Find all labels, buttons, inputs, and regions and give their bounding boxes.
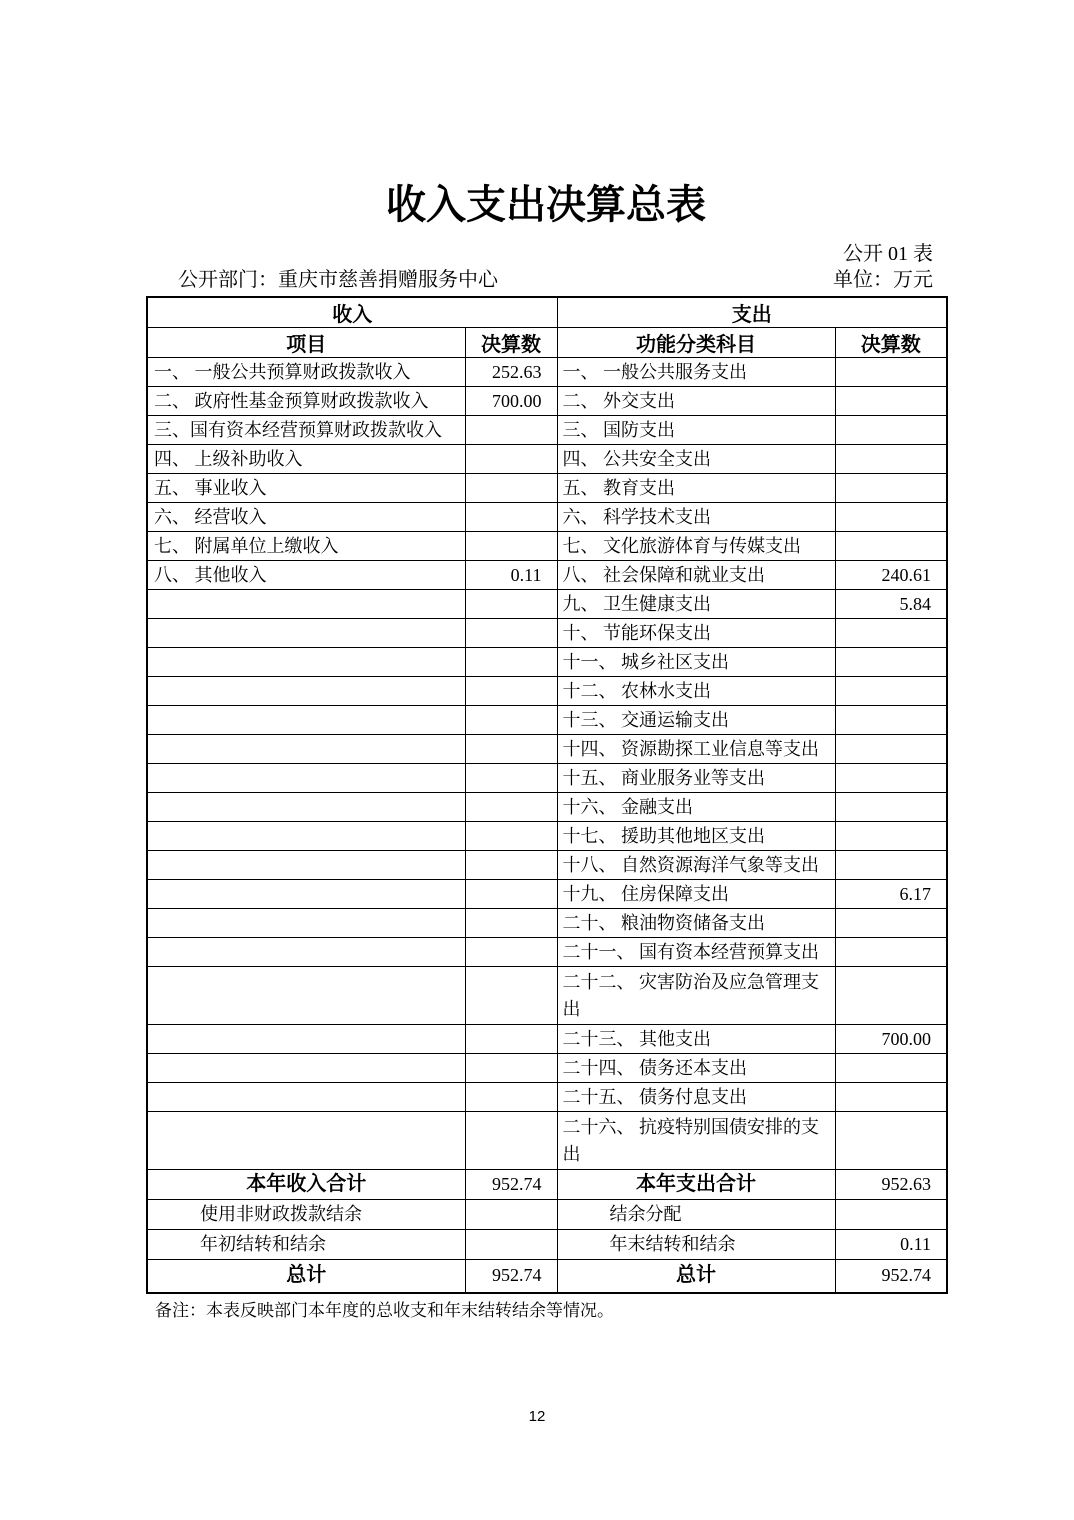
table-code: 公开 01 表 <box>843 243 933 265</box>
income-item-cell <box>147 938 465 967</box>
income-item-cell: 五、 事业收入 <box>147 474 465 503</box>
income-value-cell <box>465 706 557 735</box>
expense-item-cell: 二十五、 债务付息支出 <box>557 1083 835 1112</box>
expense-item-cell: 二十、 粮油物资储备支出 <box>557 909 835 938</box>
table-row <box>147 851 947 880</box>
col-header-expense-item: 功能分类科目 <box>557 328 835 358</box>
income-value-cell <box>465 1083 557 1112</box>
income-item-cell <box>147 880 465 909</box>
expense-item-cell: 二十二、 灾害防治及应急管理支出 <box>557 967 835 1025</box>
expense-value-cell <box>835 909 947 938</box>
expense-summary-value-cell: 0.11 <box>835 1230 947 1260</box>
income-item-cell: 三、国有资本经营预算财政拨款收入 <box>147 416 465 445</box>
expense-value-cell <box>835 445 947 474</box>
expense-item-cell: 十三、 交通运输支出 <box>557 706 835 735</box>
income-item-cell: 二、 政府性基金预算财政拨款收入 <box>147 387 465 416</box>
income-item-cell: 七、 附属单位上缴收入 <box>147 532 465 561</box>
income-item-cell <box>147 648 465 677</box>
income-summary-label-cell: 年初结转和结余 <box>147 1230 465 1260</box>
table-row <box>147 880 947 909</box>
income-value-cell <box>465 648 557 677</box>
income-value-cell <box>465 1025 557 1054</box>
income-value-cell <box>465 474 557 503</box>
income-summary-value-cell <box>465 1230 557 1260</box>
income-item-cell <box>147 590 465 619</box>
expense-item-cell: 二十三、 其他支出 <box>557 1025 835 1054</box>
table-row <box>147 445 947 474</box>
income-item-cell <box>147 706 465 735</box>
expense-value-cell <box>835 967 947 1025</box>
expense-item-cell: 十四、 资源勘探工业信息等支出 <box>557 735 835 764</box>
income-value-cell <box>465 590 557 619</box>
summary-row <box>147 1260 947 1293</box>
income-value-cell <box>465 909 557 938</box>
table-row <box>147 532 947 561</box>
income-value-cell: 0.11 <box>465 561 557 590</box>
expense-item-cell: 十六、 金融支出 <box>557 793 835 822</box>
income-item-cell <box>147 793 465 822</box>
income-value-cell <box>465 532 557 561</box>
income-value-cell <box>465 880 557 909</box>
meta-line <box>146 267 946 293</box>
income-item-cell: 一、 一般公共预算财政拨款收入 <box>147 358 465 387</box>
table-row <box>147 822 947 851</box>
income-group-header: 收入 <box>147 297 557 328</box>
page-content <box>146 0 946 1322</box>
expense-value-cell <box>835 677 947 706</box>
table-row <box>147 474 947 503</box>
expense-value-cell <box>835 938 947 967</box>
table-row <box>147 387 947 416</box>
income-value-cell <box>465 851 557 880</box>
expense-item-cell: 十一、 城乡社区支出 <box>557 648 835 677</box>
column-header-row <box>147 328 947 358</box>
expense-value-cell <box>835 793 947 822</box>
table-row <box>147 1112 947 1170</box>
department-label: 公开部门：重庆市慈善捐赠服务中心 <box>178 269 498 291</box>
expense-summary-label-cell: 结余分配 <box>557 1200 835 1230</box>
expense-item-cell: 六、 科学技术支出 <box>557 503 835 532</box>
unit-label: 单位：万元 <box>833 269 933 291</box>
table-row <box>147 909 947 938</box>
expense-item-cell: 九、 卫生健康支出 <box>557 590 835 619</box>
page-number: 12 <box>528 1408 546 1425</box>
expense-item-cell: 二十六、 抗疫特别国债安排的支出 <box>557 1112 835 1170</box>
income-value-cell <box>465 619 557 648</box>
income-summary-label-cell: 本年收入合计 <box>147 1170 465 1200</box>
summary-row <box>147 1230 947 1260</box>
expense-value-cell <box>835 532 947 561</box>
expense-item-cell: 十九、 住房保障支出 <box>557 880 835 909</box>
budget-table-body <box>147 358 947 1293</box>
expense-value-cell: 5.84 <box>835 590 947 619</box>
income-item-cell <box>147 1054 465 1083</box>
expense-group-header: 支出 <box>557 297 947 328</box>
expense-value-cell <box>835 822 947 851</box>
expense-item-cell: 十七、 援助其他地区支出 <box>557 822 835 851</box>
expense-summary-value-cell: 952.74 <box>835 1260 947 1293</box>
income-value-cell <box>465 677 557 706</box>
income-value-cell <box>465 822 557 851</box>
summary-row <box>147 1200 947 1230</box>
income-summary-value-cell <box>465 1200 557 1230</box>
group-header-row <box>147 297 947 328</box>
expense-item-cell: 十五、 商业服务业等支出 <box>557 764 835 793</box>
expense-value-cell: 6.17 <box>835 880 947 909</box>
expense-value-cell: 240.61 <box>835 561 947 590</box>
table-row <box>147 1025 947 1054</box>
income-value-cell <box>465 445 557 474</box>
income-item-cell <box>147 1083 465 1112</box>
income-item-cell <box>147 764 465 793</box>
income-summary-value-cell: 952.74 <box>465 1170 557 1200</box>
expense-item-cell: 十、 节能环保支出 <box>557 619 835 648</box>
table-row <box>147 1054 947 1083</box>
income-item-cell: 六、 经营收入 <box>147 503 465 532</box>
table-row <box>147 938 947 967</box>
income-value-cell <box>465 1054 557 1083</box>
expense-value-cell <box>835 358 947 387</box>
expense-item-cell: 一、 一般公共服务支出 <box>557 358 835 387</box>
expense-item-cell: 四、 公共安全支出 <box>557 445 835 474</box>
table-row <box>147 619 947 648</box>
expense-value-cell <box>835 1112 947 1170</box>
expense-item-cell: 二十四、 债务还本支出 <box>557 1054 835 1083</box>
expense-value-cell <box>835 1083 947 1112</box>
expense-summary-label-cell: 本年支出合计 <box>557 1170 835 1200</box>
table-row <box>147 793 947 822</box>
col-header-expense-value: 决算数 <box>835 328 947 358</box>
income-value-cell <box>465 1112 557 1170</box>
table-row <box>147 706 947 735</box>
expense-item-cell: 二、 外交支出 <box>557 387 835 416</box>
table-row <box>147 1083 947 1112</box>
expense-value-cell <box>835 503 947 532</box>
table-row <box>147 764 947 793</box>
income-value-cell <box>465 416 557 445</box>
income-summary-value-cell: 952.74 <box>465 1260 557 1293</box>
expense-item-cell: 十二、 农林水支出 <box>557 677 835 706</box>
summary-row <box>147 1170 947 1200</box>
expense-value-cell <box>835 387 947 416</box>
expense-item-cell: 十八、 自然资源海洋气象等支出 <box>557 851 835 880</box>
income-value-cell <box>465 503 557 532</box>
expense-value-cell <box>835 474 947 503</box>
footnote: 备注：本表反映部门本年度的总收支和年末结转结余等情况。 <box>155 1300 614 1320</box>
income-item-cell <box>147 1025 465 1054</box>
income-value-cell: 252.63 <box>465 358 557 387</box>
expense-value-cell <box>835 1054 947 1083</box>
income-value-cell <box>465 793 557 822</box>
table-row <box>147 590 947 619</box>
expense-item-cell: 八、 社会保障和就业支出 <box>557 561 835 590</box>
expense-value-cell <box>835 706 947 735</box>
income-item-cell <box>147 909 465 938</box>
expense-value-cell <box>835 851 947 880</box>
expense-value-cell <box>835 764 947 793</box>
table-row <box>147 416 947 445</box>
expense-item-cell: 五、 教育支出 <box>557 474 835 503</box>
income-summary-label-cell: 总计 <box>147 1260 465 1293</box>
table-row <box>147 677 947 706</box>
income-value-cell <box>465 764 557 793</box>
table-row <box>147 358 947 387</box>
income-summary-label-cell: 使用非财政拨款结余 <box>147 1200 465 1230</box>
expense-summary-value-cell: 952.63 <box>835 1170 947 1200</box>
income-item-cell <box>147 967 465 1025</box>
income-value-cell <box>465 938 557 967</box>
expense-value-cell <box>835 619 947 648</box>
expense-item-cell: 七、 文化旅游体育与传媒支出 <box>557 532 835 561</box>
income-item-cell <box>147 677 465 706</box>
table-row <box>147 967 947 1025</box>
table-row <box>147 503 947 532</box>
income-item-cell <box>147 619 465 648</box>
col-header-income-value: 决算数 <box>465 328 557 358</box>
table-head <box>147 297 947 358</box>
income-item-cell <box>147 851 465 880</box>
budget-table <box>146 296 948 1294</box>
expense-summary-label-cell: 总计 <box>557 1260 835 1293</box>
table-row <box>147 648 947 677</box>
income-item-cell: 八、 其他收入 <box>147 561 465 590</box>
income-item-cell: 四、 上级补助收入 <box>147 445 465 474</box>
col-header-income-item: 项目 <box>147 328 465 358</box>
expense-summary-label-cell: 年末结转和结余 <box>557 1230 835 1260</box>
expense-value-cell <box>835 648 947 677</box>
income-value-cell: 700.00 <box>465 387 557 416</box>
income-value-cell <box>465 735 557 764</box>
expense-value-cell: 700.00 <box>835 1025 947 1054</box>
expense-item-cell: 二十一、 国有资本经营预算支出 <box>557 938 835 967</box>
expense-value-cell <box>835 416 947 445</box>
expense-summary-value-cell <box>835 1200 947 1230</box>
table-row <box>147 561 947 590</box>
income-item-cell <box>147 822 465 851</box>
income-value-cell <box>465 967 557 1025</box>
income-item-cell <box>147 1112 465 1170</box>
income-item-cell <box>147 735 465 764</box>
expense-value-cell <box>835 735 947 764</box>
table-row <box>147 735 947 764</box>
page-title: 收入支出决算总表 <box>386 183 706 227</box>
expense-item-cell: 三、 国防支出 <box>557 416 835 445</box>
